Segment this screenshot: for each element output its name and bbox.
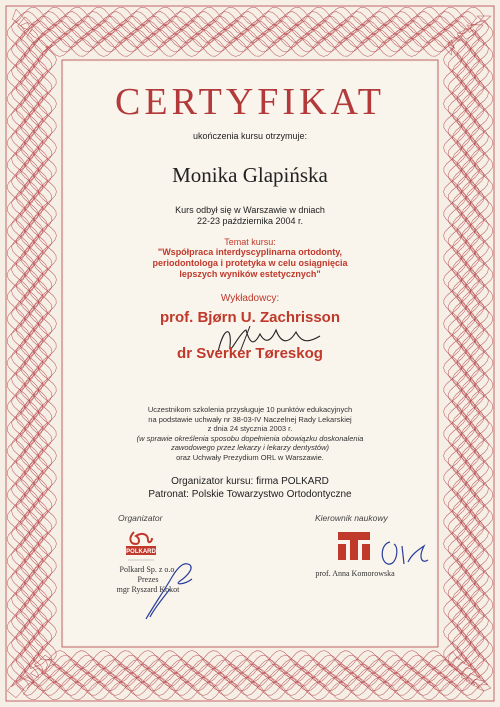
topic-line-1: "Współpraca interdyscyplinarna ortodonty, bbox=[157, 247, 343, 257]
lecturer-2: dr Sverker Tøreskog bbox=[177, 345, 323, 362]
note-line-5: zawodowego przez lekarzy i lekarzy dentystów) bbox=[171, 443, 329, 452]
completion-text: ukończenia kursu otrzymuje: bbox=[192, 131, 308, 141]
note-line-3: z dnia 24 stycznia 2003 r. bbox=[207, 424, 293, 433]
organizer-role: Prezes bbox=[137, 575, 159, 584]
recipient-name: Monika Glapińska bbox=[172, 163, 328, 187]
scientific-logo bbox=[336, 530, 372, 562]
course-line-2: 22-23 października 2004 r. bbox=[196, 216, 304, 226]
organizer-info bbox=[0, 475, 500, 501]
scientific-head-name: prof. Anna Komorowska bbox=[315, 569, 395, 578]
note-line-4: (w sprawie określenia sposobu dopełnienia obowiązku doskonalenia bbox=[136, 433, 364, 443]
organizer-person: mgr Ryszard Kokot bbox=[116, 585, 180, 594]
organizer-line: Organizator kursu: firma POLKARD bbox=[171, 476, 329, 487]
note-line-2: na podstawie uchwały nr 38-03-IV Naczelnej Rady Lekarskiej bbox=[148, 414, 352, 424]
polkard-logo-text: POLKARD bbox=[126, 549, 156, 555]
points-note bbox=[0, 405, 500, 462]
topic-line-3: lepszych wyników estetycznych" bbox=[179, 269, 321, 279]
organizer-signature bbox=[140, 555, 200, 625]
scientific-head-signature bbox=[378, 536, 430, 570]
note-line-6: oraz Uchwały Prezydium ORL w Warszawie. bbox=[176, 452, 324, 462]
course-line-1: Kurs odbył się w Warszawie w dniach bbox=[175, 205, 325, 215]
topic-text bbox=[0, 247, 500, 280]
patron-line: Patronat: Polskie Towarzystwo Ortodontyczne bbox=[148, 489, 352, 500]
note-line-1: Uczestnikom szkolenia przysługuje 10 punktów edukacyjnych bbox=[147, 405, 353, 414]
topic-label: Temat kursu: bbox=[224, 237, 276, 247]
certificate-title: CERTYFIKAT bbox=[115, 81, 385, 123]
topic-line-2: periodontologa i protetyka w celu osiągnięcia bbox=[152, 258, 348, 268]
organizer-heading: Organizator bbox=[118, 513, 163, 523]
lecturers-label: Wykładowcy: bbox=[220, 293, 280, 304]
course-info bbox=[0, 205, 500, 227]
scientific-head-heading: Kierownik naukowy bbox=[315, 513, 388, 523]
organizer-company: Polkard Sp. z o.o. bbox=[119, 565, 177, 574]
lecturer-1: prof. Bjørn U. Zachrisson bbox=[159, 309, 340, 326]
